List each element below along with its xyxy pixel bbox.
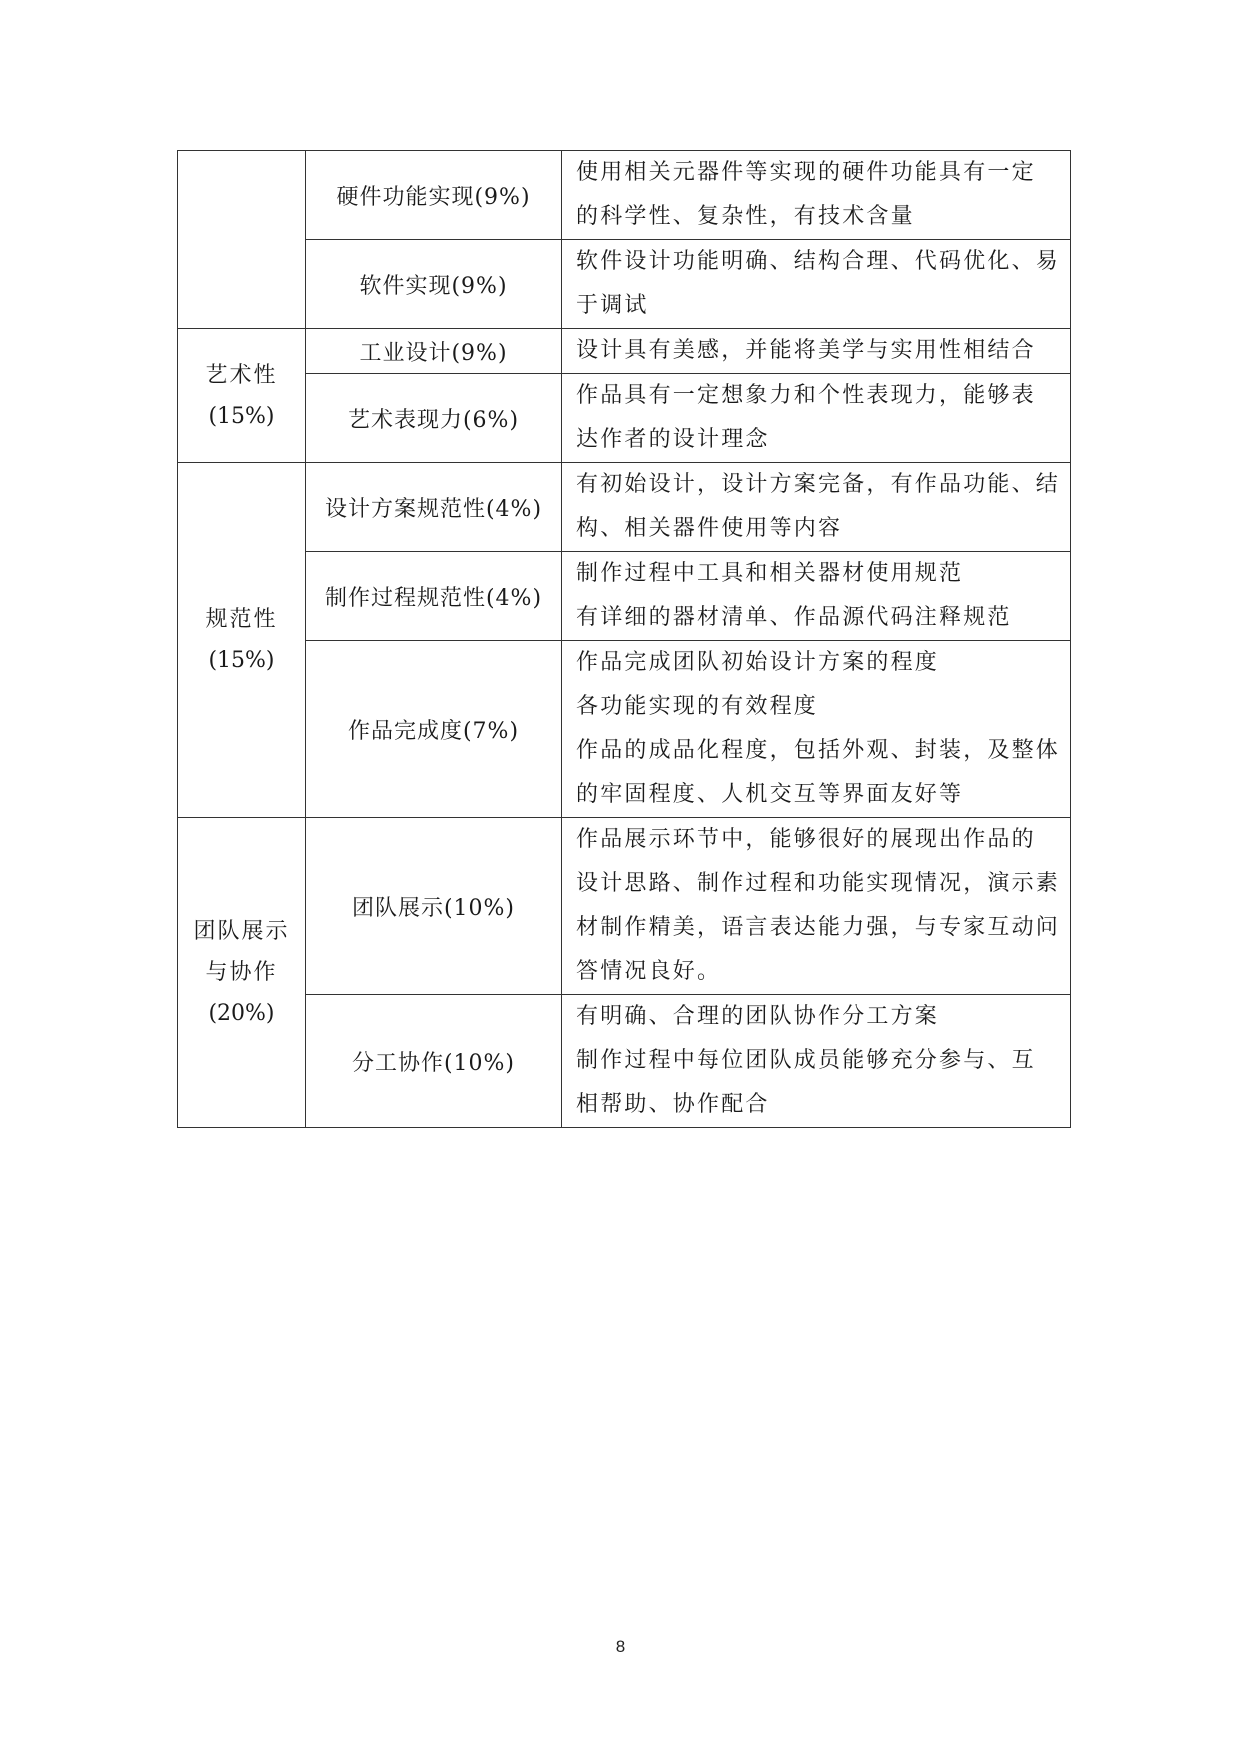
description-line: 设计具有美感，并能将美学与实用性相结合 <box>576 338 1036 363</box>
description-line: 有初始设计，设计方案完备，有作品功能、结 <box>576 472 1061 497</box>
criterion-cell: 制作过程规范性(4%) <box>306 552 562 641</box>
category-cell-blank <box>178 151 306 329</box>
description-cell <box>562 818 1071 995</box>
table-row <box>178 329 1071 374</box>
table-row <box>178 552 1071 641</box>
description-cell <box>562 995 1071 1128</box>
table-row <box>178 641 1071 818</box>
description-line: 软件设计功能明确、结构合理、代码优化、易 <box>576 249 1061 274</box>
description-cell <box>562 329 1071 374</box>
table-row <box>178 374 1071 463</box>
description-cell <box>562 552 1071 641</box>
description-line: 材制作精美，语言表达能力强，与专家互动问 <box>576 915 1061 940</box>
description-line: 有明确、合理的团队协作分工方案 <box>576 1004 940 1029</box>
description-line: 于调试 <box>576 293 649 318</box>
category-name: 团队展示 <box>193 919 290 944</box>
criterion-cell: 团队展示(10%) <box>306 818 562 995</box>
description-line: 使用相关元器件等实现的硬件功能具有一定 <box>576 160 1036 185</box>
description-line: 有详细的器材清单、作品源代码注释规范 <box>576 605 1012 630</box>
description-line: 作品完成团队初始设计方案的程度 <box>576 650 940 675</box>
table-row <box>178 995 1071 1128</box>
description-line: 制作过程中每位团队成员能够充分参与、互 <box>576 1048 1036 1073</box>
description-cell <box>562 463 1071 552</box>
criterion-cell: 硬件功能实现(9%) <box>306 151 562 240</box>
category-cell-standard <box>178 463 306 818</box>
description-line: 作品展示环节中，能够很好的展现出作品的 <box>576 827 1036 852</box>
criterion-cell: 设计方案规范性(4%) <box>306 463 562 552</box>
criterion-cell: 工业设计(9%) <box>306 329 562 374</box>
description-cell <box>562 374 1071 463</box>
description-cell <box>562 151 1071 240</box>
description-line: 的科学性、复杂性，有技术含量 <box>576 204 915 229</box>
description-line: 构、相关器件使用等内容 <box>576 516 843 541</box>
category-weight: (15%) <box>208 403 275 429</box>
criterion-cell: 分工协作(10%) <box>306 995 562 1128</box>
description-line: 设计思路、制作过程和功能实现情况，演示素 <box>576 871 1061 896</box>
table-row <box>178 151 1071 240</box>
category-cell-team <box>178 818 306 1128</box>
page-number: 8 <box>615 1637 626 1656</box>
category-name: 与协作 <box>205 960 278 985</box>
description-line: 相帮助、协作配合 <box>576 1092 770 1117</box>
table-row <box>178 463 1071 552</box>
description-line: 作品具有一定想象力和个性表现力，能够表 <box>576 383 1036 408</box>
category-weight: (20%) <box>208 1001 275 1026</box>
criterion-cell: 作品完成度(7%) <box>306 641 562 818</box>
category-name: 艺术性 <box>205 362 278 388</box>
table-row <box>178 818 1071 995</box>
category-name: 规范性 <box>205 607 278 632</box>
category-cell-art <box>178 329 306 463</box>
description-line: 答情况良好。 <box>576 959 722 984</box>
description-line: 各功能实现的有效程度 <box>576 694 819 719</box>
description-line: 达作者的设计理念 <box>576 427 770 452</box>
criterion-cell: 艺术表现力(6%) <box>306 374 562 463</box>
description-line: 作品的成品化程度，包括外观、封装，及整体 <box>576 738 1061 763</box>
description-line: 制作过程中工具和相关器材使用规范 <box>576 561 964 586</box>
table-row <box>178 240 1071 329</box>
description-line: 的牢固程度、人机交互等界面友好等 <box>576 782 964 807</box>
description-cell <box>562 240 1071 329</box>
category-weight: (15%) <box>208 648 275 673</box>
description-cell <box>562 641 1071 818</box>
criterion-cell: 软件实现(9%) <box>306 240 562 329</box>
scoring-rubric-table <box>177 150 1071 1128</box>
